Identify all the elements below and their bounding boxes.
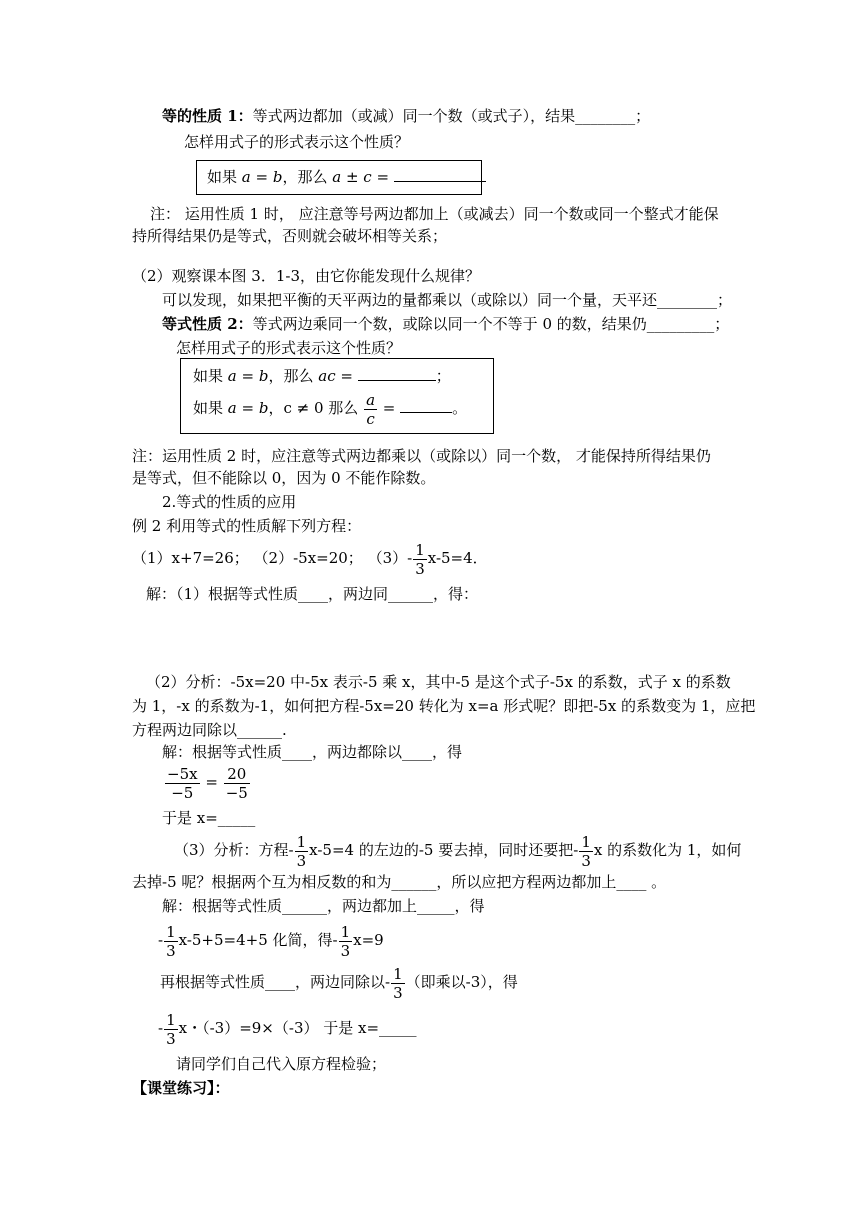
property-2-label: 等式性质 2： (162, 315, 253, 333)
formula-end: 。 (452, 399, 468, 417)
part-2-fraction-equation (164, 762, 251, 802)
minus-sign: - (158, 1019, 164, 1037)
part-3-text-a: （3）分析：方程- (174, 841, 294, 859)
practice-heading: 【课堂练习】： (132, 1079, 230, 1097)
fraction-one-third (339, 923, 353, 960)
property-1-formula (207, 167, 486, 187)
formula-a-pm-c: a ± c = (332, 168, 390, 186)
property-2-question: 怎样用式子的形式表示这个性质？ (176, 339, 402, 357)
answer-blank (358, 366, 436, 381)
formula-a-eq-b: a = b (241, 168, 283, 186)
fraction-numerator: 1 (393, 964, 403, 983)
fraction-numerator: 1 (296, 832, 307, 851)
observe-line-2: 可以发现，如果把平衡的天平两边的量都乘以（或除以）同一个量，天平还________； (162, 291, 733, 309)
fraction-denominator: 3 (166, 941, 176, 960)
minus-sign: - (158, 931, 164, 949)
property-1-line (162, 106, 650, 126)
property-2-formula-box (180, 358, 494, 434)
note-2-line-1: 注：运用性质 2 时，应注意等式两边都乘以（或除以）同一个数， 才能保持所得结果仍 (132, 447, 711, 465)
part-3-line-2: 去掉-5 呢？根据两个互为相反数的和为______，所以应把方程两边都加上____ 。 (132, 873, 667, 891)
note-1-line-1: 注： 运用性质 1 时， 应注意等号两边都加上（或减去）同一个数或同一个整式才能保 (150, 205, 719, 223)
fraction-numerator: 1 (166, 922, 176, 941)
part-2-result: 于是 x=_____ (162, 809, 256, 827)
note-1-line-2: 持所得结果仍是等式，否则就会破坏相等关系； (132, 227, 448, 245)
fraction-one-third (164, 923, 178, 960)
property-1-question: 怎样用式子的形式表示这个性质？ (184, 133, 410, 151)
step-2-text-a: 再根据等式性质____，两边同除以- (160, 973, 391, 991)
fraction-numerator: 1 (340, 922, 351, 941)
step-2-text-b: （即乘以-3），得 (405, 973, 518, 991)
fraction-numerator: 1 (581, 832, 591, 851)
fraction-denominator: c (366, 409, 375, 428)
part-3-text-c: x 的系数化为 1，如何 (593, 841, 742, 859)
answer-blank (400, 398, 452, 413)
property-2-line (162, 314, 729, 334)
property-2-text: 等式两边乘同一个数，或除以同一个不等于 0 的数，结果仍_________； (252, 315, 730, 333)
formula-end: ； (435, 367, 451, 385)
property-1-label: 等的性质 1： (162, 107, 253, 125)
fraction-numerator: −5x (167, 764, 198, 783)
equals-sign: = (205, 773, 218, 791)
fraction-one-third (164, 1011, 178, 1048)
part-2-line-1: （2）分析：-5x=20 中-5x 表示-5 乘 x，其中-5 是这个式子-5x 的系数，式子 x 的系数 (146, 673, 731, 691)
fraction-denominator: 3 (166, 1029, 176, 1048)
property-2-formula-row-1 (193, 366, 451, 386)
property-1-text: 等式两边都加（或减）同一个数（或式子），结果________； (252, 107, 651, 125)
fraction-one-third (413, 541, 427, 578)
formula-then: ，那么 (282, 168, 328, 186)
formula-equals: = (382, 399, 396, 417)
answer-blank (394, 167, 486, 182)
check-instruction: 请同学们自己代入原方程检验； (176, 1055, 387, 1073)
formula-a-eq-b: a = b (227, 399, 269, 417)
property-1-formula-box (196, 160, 482, 195)
part-3-step-3 (158, 1010, 417, 1048)
part-3-step-2 (160, 964, 518, 1002)
fraction-denominator: 3 (415, 559, 425, 578)
part-2-line-3: 方程两边同除以______. (132, 721, 287, 739)
equation-list (132, 540, 488, 578)
application-heading: 2.等式的性质的应用 (162, 493, 297, 511)
fraction-denominator: −5 (171, 783, 194, 802)
fraction-a-over-c (364, 391, 377, 428)
fraction-denominator: 3 (340, 941, 351, 960)
formula-a-eq-b: a = b (227, 367, 269, 385)
fraction-one-third (295, 833, 309, 870)
formula-if: 如果 (207, 168, 238, 186)
equation-list-end: x-5=4． (427, 549, 488, 567)
fraction-denominator: 3 (393, 983, 403, 1002)
fraction-denominator: 3 (581, 851, 591, 870)
fraction-one-third (579, 833, 593, 870)
part-2-solution: 解：根据等式性质____，两边都除以____，得 (162, 743, 463, 761)
fraction-numerator: 20 (224, 765, 250, 784)
fraction-numerator: 1 (166, 1010, 176, 1029)
part-3-solution: 解：根据等式性质______，两边都加上_____，得 (162, 897, 485, 915)
part-3-step-1 (158, 922, 384, 960)
fraction-denominator: 3 (296, 851, 307, 870)
observe-line-1: （2）观察课本图 3．1-3，由它你能发现什么规律？ (132, 267, 481, 285)
property-2-formula-row-2 (193, 390, 467, 428)
step-1-text: x-5+5=4+5 化简，得- (178, 931, 338, 949)
part-3-text-b: x-5=4 的左边的-5 要去掉，同时还要把- (309, 841, 579, 859)
equation-list-start: （1）x+7=26； （2）-5x=20； （3）- (132, 549, 413, 567)
formula-condition: ，c ≠ 0 那么 (268, 399, 359, 417)
part-2-line-2: 为 1，-x 的系数为-1，如何把方程-5x=20 转化为 x=a 形式呢？即把-5x 的系数变为 1，应把 (132, 697, 756, 715)
step-3-text: x・（-3）=9×（-3） 于是 x=_____ (178, 1019, 417, 1037)
fraction-neg5x-over-neg5 (165, 765, 200, 802)
fraction-denominator: −5 (225, 783, 248, 802)
note-2-line-2: 是等式，但不能除以 0，因为 0 不能作除数。 (132, 469, 436, 487)
formula-if: 如果 (193, 367, 224, 385)
part-3-line-1 (174, 832, 741, 870)
formula-then: ，那么 (268, 367, 314, 385)
fraction-one-third (391, 965, 405, 1002)
formula-ac: ac = (318, 367, 353, 385)
step-1-result: x=9 (353, 931, 384, 949)
formula-if: 如果 (193, 399, 224, 417)
fraction-numerator: 1 (415, 540, 425, 559)
fraction-numerator: a (366, 390, 376, 409)
solution-1: 解：（1）根据等式性质____，两边同______，得： (146, 585, 479, 603)
example-2-title: 例 2 利用等式的性质解下列方程： (132, 517, 362, 535)
fraction-20-over-neg5 (224, 765, 250, 802)
